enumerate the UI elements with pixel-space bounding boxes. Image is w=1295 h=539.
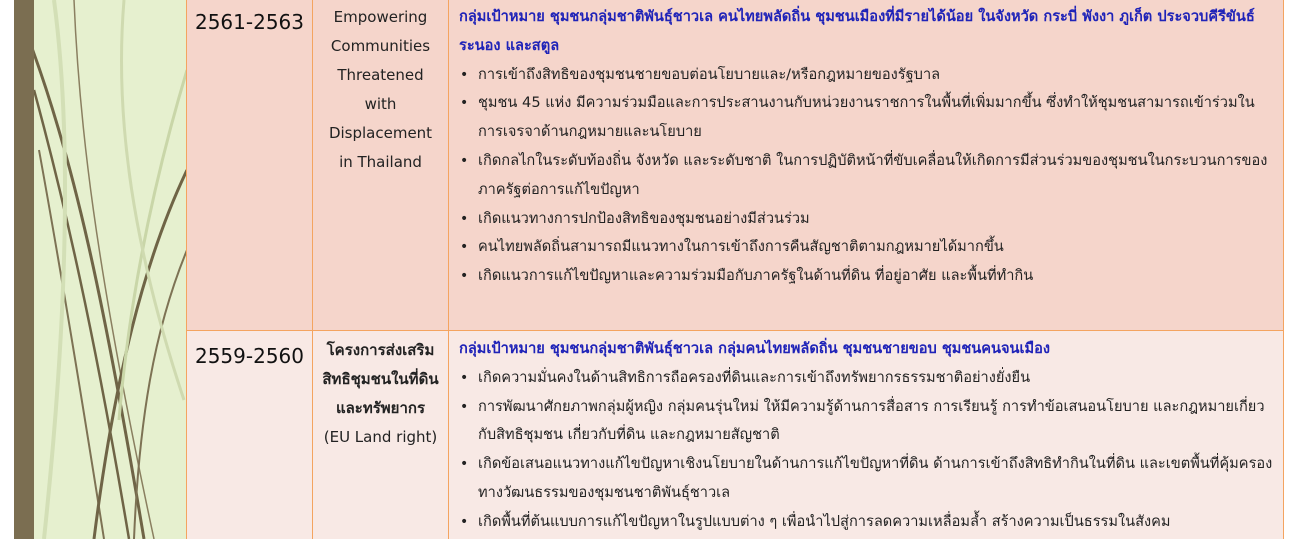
- project-line: (EU Land right): [323, 428, 438, 446]
- project-line: Displacement: [328, 124, 433, 142]
- bullet-icon: •: [460, 66, 469, 83]
- list-item-text: การเข้าถึงสิทธิของชุมชนชายขอบต่อนโยบายและ/หรือกฎหมายของรัฐบาล: [478, 65, 941, 83]
- list-item-text: คนไทยพลัดถิ่นสามารถมีแนวทางในการเข้าถึงการคืนสัญชาติตามกฎหมายได้มากขึ้น: [478, 238, 1004, 256]
- bullet-icon: •: [460, 513, 469, 530]
- table-row: [187, 0, 1284, 331]
- bullet-icon: •: [460, 456, 469, 473]
- list-item: [459, 147, 1275, 205]
- list-item-text: เกิดข้อเสนอแนวทางแก้ไขปัญหาเชิงนโยบายในด้านการแก้ไขปัญหาที่ดิน ด้านการเข้าถึงสิทธิทำกินในที่ดิน และเขตพื้นที่คุ้มครองทางวัฒนธรรมของชุมชนชาติพันธุ์ชาวเล: [478, 455, 1273, 501]
- table-row: [187, 331, 1284, 539]
- left-decorative-art: [34, 0, 187, 539]
- project-line: โครงการส่งเสริม: [326, 341, 435, 359]
- year-text: 2559-2560: [194, 344, 304, 368]
- list-item-text: เกิดกลไกในระดับท้องถิ่น จังหวัด และระดับชาติ ในการปฏิบัติหน้าที่ขับเคลื่อนให้เกิดการมีส่วนร่วมของชุมชนในกระบวนการของภาครัฐต่อการแก้ไขปัญหา: [478, 151, 1268, 198]
- list-item-text: เกิดแนวการแก้ไขปัญหาและความร่วมมือกับภาครัฐในด้านที่ดิน ที่อยู่อาศัย และพื้นที่ทำกิน: [478, 267, 1034, 285]
- year-cell: [187, 0, 313, 331]
- project-cell: [313, 0, 449, 331]
- project-line: Empowering: [333, 8, 428, 26]
- list-item: [459, 205, 1275, 234]
- outcome-list: [459, 364, 1275, 537]
- list-item: [459, 233, 1275, 262]
- project-line: และทรัพยากร: [335, 399, 426, 417]
- list-item: [459, 450, 1275, 508]
- detail-cell: [449, 331, 1284, 539]
- project-line: with: [364, 95, 397, 113]
- bullet-icon: •: [460, 210, 469, 227]
- right-margin: [1284, 0, 1295, 539]
- target-group-text: กลุ่มเป้าหมาย ชุมชนกลุ่มชาติพันธุ์ชาวเล กลุ่มคนไทยพลัดถิ่น ชุมชนชายขอบ ชุมชนคนจนเมือง: [459, 340, 1050, 357]
- list-item-text: เกิดพื้นที่ต้นแบบการแก้ไขปัญหาในรูปแบบต่าง ๆ เพื่อนำไปสู่การลดความเหลื่อมล้ำ สร้างความเป็นธรรมในสังคม: [478, 512, 1171, 530]
- list-item: [459, 364, 1275, 393]
- list-item: [459, 508, 1275, 537]
- list-item-text: เกิดความมั่นคงในด้านสิทธิการถือครองที่ดินและการเข้าถึงทรัพยากรธรรมชาติอย่างยั่งยืน: [478, 368, 1031, 386]
- target-group-text: กลุ่มเป้าหมาย ชุมชนกลุ่มชาติพันธุ์ชาวเล คนไทยพลัดถิ่น ชุมชนเมืองที่มีรายได้น้อย ในจังหวัด กระบี่ พังงา ภูเก็ต ประจวบคีรีขันธ์ ระนอง และสตูล: [459, 8, 1255, 54]
- bullet-icon: •: [460, 152, 469, 169]
- year-text: 2561-2563: [194, 10, 304, 34]
- list-item-text: การพัฒนาศักยภาพกลุ่มผู้หญิง กลุ่มคนรุ่นใหม่ ให้มีความรู้ด้านการสื่อสาร การเรียนรู้ การทำข้อเสนอนโยบาย และกฎหมายเกี่ยวกับสิทธิชุมชน เกี่ยวกับที่ดิน และกฎหมายสัญชาติ: [478, 397, 1265, 444]
- list-item: [459, 61, 1275, 90]
- project-line: in Thailand: [339, 153, 422, 171]
- decorative-grass-graphic: [34, 0, 187, 539]
- bullet-icon: •: [460, 268, 469, 285]
- project-line: Communities: [330, 37, 431, 55]
- bullet-icon: •: [460, 95, 469, 112]
- project-table: [186, 0, 1284, 539]
- project-line: สิทธิชุมชนในที่ดิน: [322, 370, 439, 388]
- bullet-icon: •: [460, 398, 469, 415]
- project-name: [313, 331, 448, 452]
- list-item: [459, 89, 1275, 147]
- bullet-icon: •: [460, 239, 469, 256]
- list-item-text: เกิดแนวทางการปกป้องสิทธิของชุมชนอย่างมีส่วนร่วม: [478, 209, 810, 227]
- list-item: [459, 262, 1275, 291]
- bullet-icon: •: [460, 369, 469, 386]
- detail-cell: [449, 0, 1284, 331]
- outcome-list: [459, 61, 1275, 291]
- list-item-text: ชุมชน 45 แห่ง มีความร่วมมือและการประสานงานกับหน่วยงานราชการในพื้นที่เพิ่มมากขึ้น ซึ่งทำให้ชุมชนสามารถเข้าร่วมในการเจรจาด้านกฎหมายและนโยบาย: [478, 94, 1255, 141]
- year-cell: [187, 331, 313, 539]
- list-item: [459, 393, 1275, 451]
- project-cell: [313, 331, 449, 539]
- project-line: Threatened: [337, 66, 424, 84]
- project-name: [313, 0, 448, 177]
- left-decorative-bar: [14, 0, 34, 539]
